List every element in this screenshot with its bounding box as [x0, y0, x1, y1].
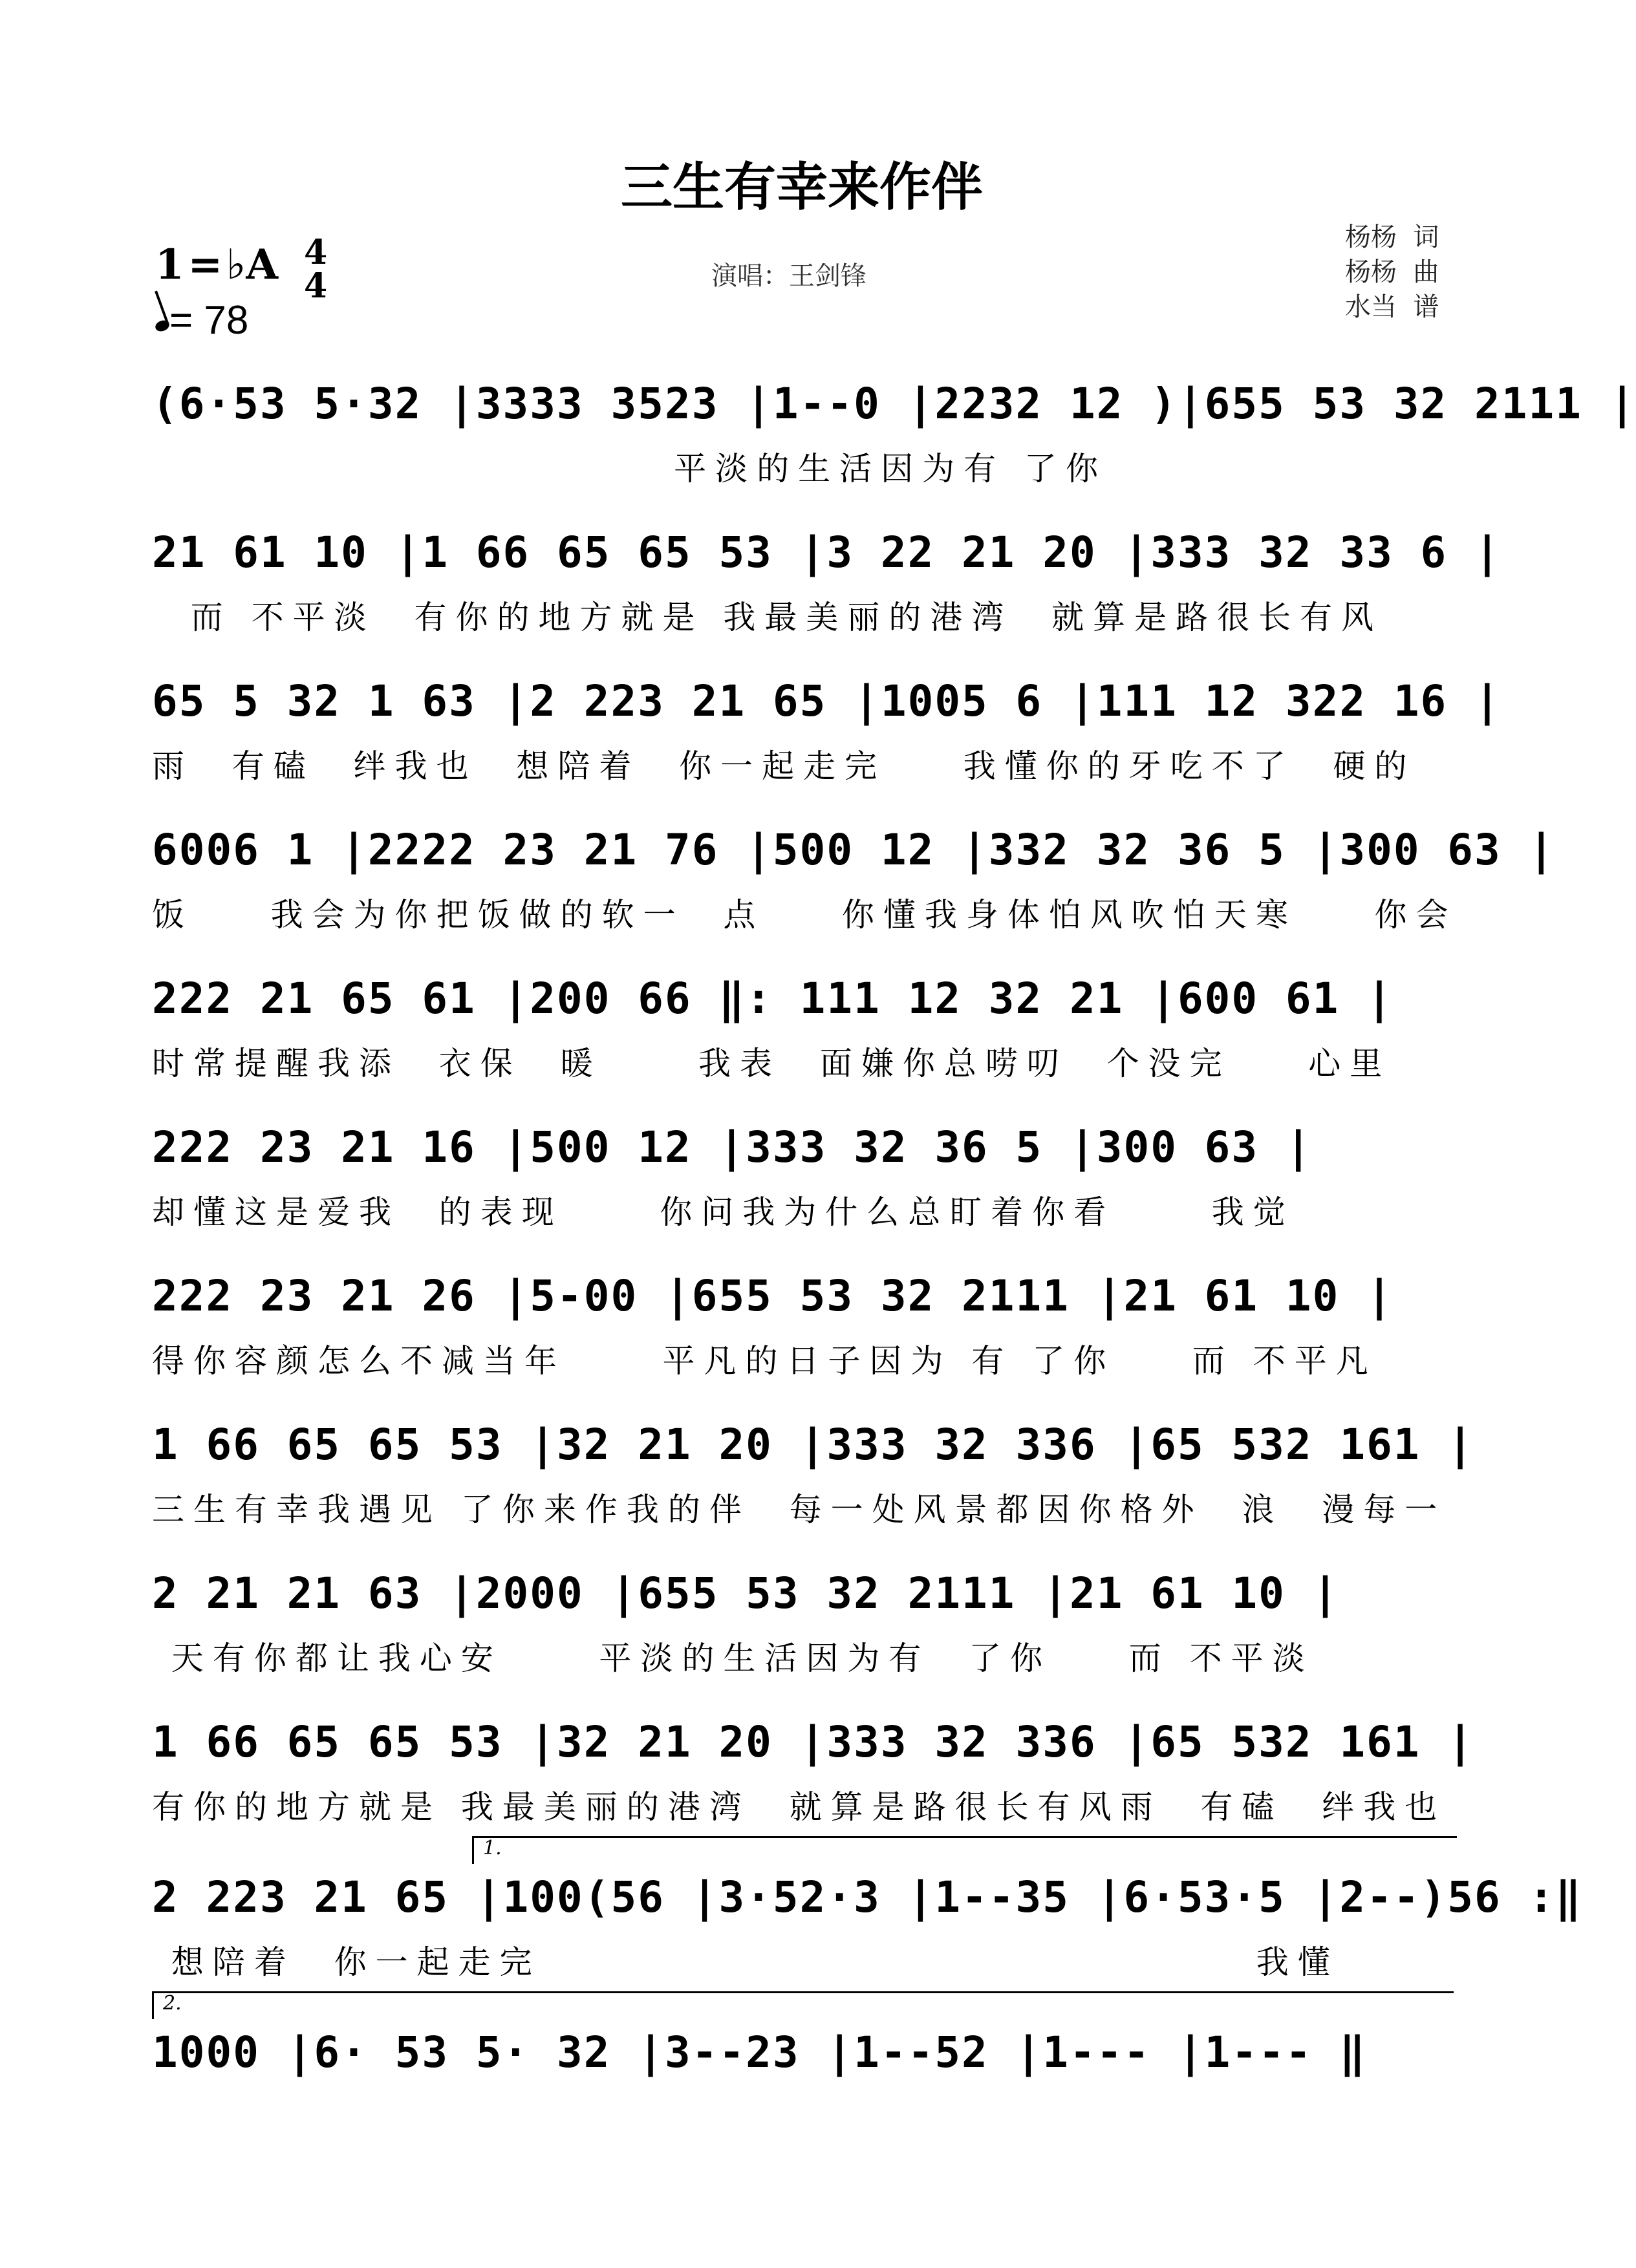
notation-line: 1 66 65 65 53 |32 21 20 |333 32 336 |65 532 161 |: [152, 1420, 1475, 1470]
notation-line: 1 66 65 65 53 |32 21 20 |333 32 336 |65 532 161 |: [152, 1717, 1475, 1767]
score-row-4: [152, 815, 1556, 957]
score-row-1: [152, 369, 1636, 511]
transcriber-credit: 水当 谱: [1345, 292, 1439, 322]
composer-credit: 杨杨 曲: [1345, 257, 1439, 287]
key-value: ♭A: [226, 241, 278, 289]
score-row-7: [152, 1261, 1458, 1403]
time-signature-bottom: 4: [304, 266, 328, 306]
lyric-line: 三生有幸我遇见 了你来作我的伴 每一处风景都因你格外 浪 漫每一: [152, 1491, 1447, 1528]
score-row-12: [152, 2017, 1458, 2159]
notation-line: 222 21 65 61 |200 66 ‖: 111 12 32 21 |600 61 |: [152, 974, 1394, 1023]
notation-line: 21 61 10 |1 66 65 65 53 |3 22 21 20 |333 32 33 6 |: [152, 528, 1501, 577]
second-ending-bracket: [152, 1991, 1454, 2019]
lyric-line: 天有你都让我心安 平淡的生活因为有 了你 而 不平淡: [152, 1640, 1314, 1677]
lyric-line: 雨 有磕 绊我也 想陪着 你一起走完 我懂你的牙吃不了 硬的: [152, 747, 1416, 785]
score-row-8: [152, 1409, 1475, 1552]
lyric-line: 平淡的生活因为有 了你: [152, 450, 1108, 487]
singer-credit: 演唱：王剑锋: [711, 261, 866, 291]
lyricist-credit: 杨杨 词: [1345, 222, 1439, 252]
lyric-line: 有你的地方就是 我最美丽的港湾 就算是路很长有风雨 有磕 绊我也: [152, 1788, 1447, 1826]
second-ending-label: 2.: [163, 1992, 182, 2015]
score-row-9: [152, 1558, 1458, 1700]
score-row-10: [152, 1707, 1475, 1849]
lyric-line: 得你容颜怎么不减当年 平凡的日子因为 有 了你 而 不平凡: [152, 1342, 1377, 1380]
lyric-line: 而 不平淡 有你的地方就是 我最美丽的港湾 就算是路很长有风: [152, 599, 1383, 636]
song-title: 三生有幸来作伴: [621, 157, 983, 217]
lyric-line: 饭 我会为你把饭做的软一 点 你懂我身体怕风吹怕天寒 你会: [152, 896, 1458, 934]
tempo-value: = 78: [169, 298, 249, 343]
notation-line: 65 5 32 1 63 |2 223 21 65 |1005 6 |111 12 322 16 |: [152, 676, 1501, 726]
score-row-11: [152, 1862, 1582, 2004]
tempo-marking: [155, 297, 248, 343]
score-row-2: [152, 517, 1501, 659]
score-row-5: [152, 963, 1458, 1106]
time-signature: [304, 233, 328, 306]
score-row-3: [152, 666, 1501, 808]
notation-line: 6006 1 |2222 23 21 76 |500 12 |332 32 36 5 |300 63 |: [152, 825, 1556, 875]
notation-line: 2 21 21 63 |2000 |655 53 32 2111 |21 61 10 |: [152, 1568, 1340, 1618]
notation-line: 1000 |6· 53 5· 32 |3--23 |1--52 |1--- |1--- ‖: [152, 2027, 1367, 2077]
notation-line: 222 23 21 16 |500 12 |333 32 36 5 |300 63 |: [152, 1122, 1313, 1172]
key-signature: [155, 241, 278, 289]
quarter-note-icon: [154, 319, 171, 334]
key-eq: =: [188, 241, 223, 289]
time-signature-top: 4: [304, 233, 328, 272]
notation-line: 222 23 21 26 |5-00 |655 53 32 2111 |21 61 10 |: [152, 1271, 1394, 1321]
notation-line: (6·53 5·32 |3333 3523 |1--0 |2232 12 )|655 53 32 2111 |: [152, 379, 1636, 429]
notation-line: 2 223 21 65 |100(56 |3·52·3 |1--35 |6·53·5 |2--)56 :‖: [152, 1872, 1582, 1922]
first-ending-label: 1.: [483, 1837, 502, 1859]
first-ending-bracket: [472, 1836, 1457, 1864]
lyric-line: 时常提醒我添 衣保 暖 我表 面嫌你总唠叨 个没完 心里: [152, 1045, 1392, 1082]
lyric-line: 却懂这是爱我 的表现 你问我为什么总盯着你看 我觉: [152, 1193, 1295, 1231]
lyric-line: 想陪着 你一起走完 我懂: [152, 1943, 1339, 1981]
score-row-6: [152, 1112, 1458, 1254]
credits-block: [1345, 220, 1439, 325]
key-prefix: 1: [155, 241, 184, 289]
